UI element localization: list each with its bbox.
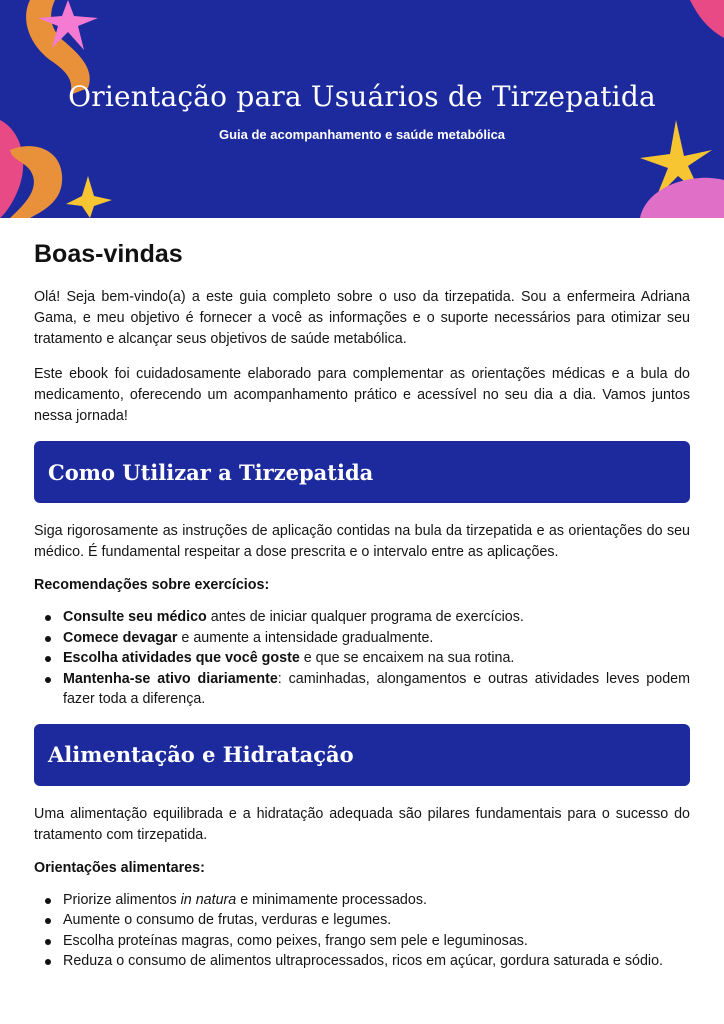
list-item-text: Escolha proteínas magras, como peixes, frango sem pele e leguminosas. [63,932,528,949]
bullet-icon [45,959,51,965]
list-item-bold: Escolha atividades que você goste [63,650,300,666]
bullet-icon [45,636,51,642]
list-item-bold: Mantenha-se ativo diariamente [63,670,278,687]
list-item [34,910,690,931]
list-item-bold: Consulte seu médico [63,609,207,625]
list-item [34,931,690,952]
list-item [34,628,690,649]
welcome-paragraph-2: Este ebook foi cuidadosamente elaborado para complementar as orientações médicas e a bula do medicamento, oferecendo um acompanhamento prático e acessível no seu dia a dia. Vamos juntos nessa jornada! [34,366,690,424]
list-item [34,951,690,972]
list-item [34,607,690,628]
bullet-icon [45,656,51,662]
pink-blob-bottom-right [640,178,724,218]
exercise-list [34,607,690,710]
header-banner [0,0,724,218]
nutrition-heading: Alimentação e Hidratação [48,742,354,767]
bullet-icon [45,918,51,924]
list-item-text: : caminhadas, alongamentos e outras atividades leves podem fazer toda a diferença. [63,670,691,707]
usage-heading: Como Utilizar a Tirzepatida [48,459,374,485]
list-item-text: e aumente a intensidade gradualmente. [177,629,434,646]
list-item [34,648,690,669]
list-item-italic: in natura [180,891,237,908]
list-item [34,890,690,911]
pink-blob-top-right [690,0,724,38]
list-item-bold: Comece devagar [63,629,178,646]
list-item-text: Priorize alimentos [63,891,181,908]
welcome-title: Boas-vindas [34,240,183,268]
list-item-text: e que se encaixem na sua rotina. [299,650,515,666]
bullet-icon [45,677,51,683]
bullet-icon [45,615,51,621]
bullet-icon [45,939,51,945]
banner-title: Orientação para Usuários de Tirzepatida [68,80,656,113]
list-item-text: Reduza o consumo de alimentos ultraprocessados, ricos em açúcar, gordura saturada e sódio. [63,953,664,969]
list-item-text: antes de iniciar qualquer programa de exercícios. [206,609,524,625]
nutrition-paragraph: Uma alimentação equilibrada e a hidratação adequada são pilares fundamentais para o sucesso do tratamento com tirzepatida. [34,805,690,843]
banner-subtitle: Guia de acompanhamento e saúde metabólica [218,127,506,142]
usage-heading-box [34,441,690,503]
list-item-text: e minimamente processados. [236,891,427,908]
food-list [34,890,690,972]
welcome-paragraph-1: Olá! Seja bem-vindo(a) a este guia completo sobre o uso da tirzepatida. Sou a enfermeira Adriana Gama, e meu objetivo é fornecer a você as informações e o suporte necessários para otimizar seu tratamento e alcançar seus objetivos de saúde metabólica. [34,289,690,347]
exercise-label: Recomendações sobre exercícios: [34,577,270,593]
document-content [34,240,690,986]
usage-paragraph: Siga rigorosamente as instruções de aplicação contidas na bula da tirzepatida e as orientações do seu médico. É fundamental respeitar a dose prescrita e o intervalo entre as aplicações. [34,523,690,560]
list-item [34,669,690,710]
bullet-icon [45,898,51,904]
food-label: Orientações alimentares: [34,859,205,876]
list-item-text: Aumente o consumo de frutas, verduras e legumes. [63,912,392,928]
yellow-star-bottom-left [66,176,112,218]
nutrition-heading-box [34,724,690,786]
